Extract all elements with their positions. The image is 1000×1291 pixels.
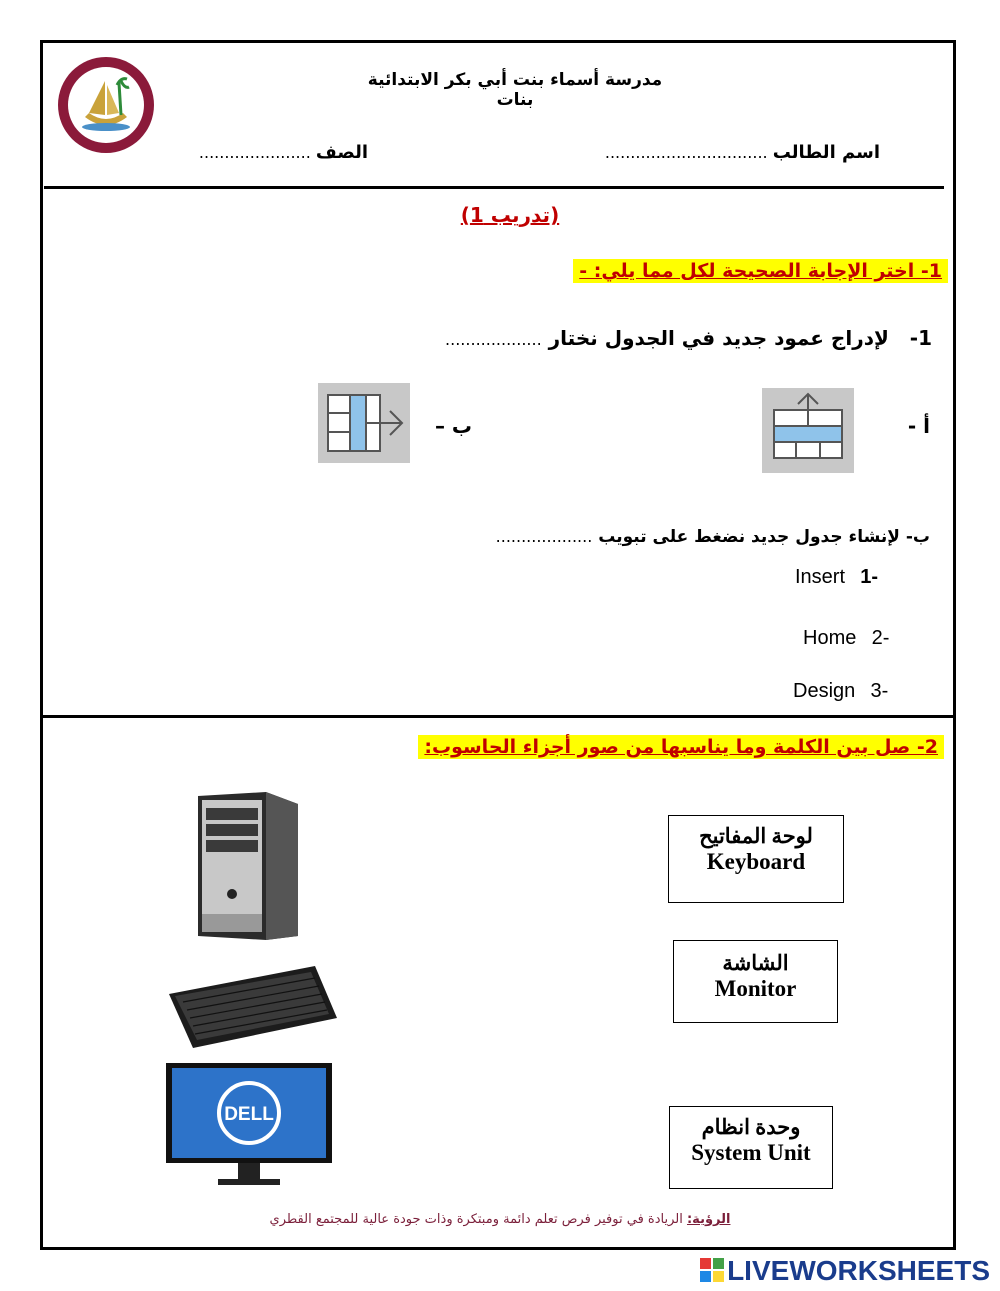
student-name-field[interactable]: [605, 142, 880, 163]
class-dots: ......................: [198, 143, 311, 162]
question-2-dots: ...................: [495, 527, 593, 546]
liveworksheets-logo-icon: [700, 1258, 724, 1282]
q2-option-1[interactable]: [795, 566, 895, 589]
word-box-system-unit-en: System Unit: [691, 1140, 811, 1165]
q2-option-2-label: Home: [803, 627, 857, 649]
vision-label: الرؤية:: [686, 1212, 731, 1227]
liveworksheets-wordmark: LIVEWORKSHEETS: [727, 1255, 990, 1286]
insert-column-right-icon[interactable]: [318, 383, 410, 463]
section-divider: [43, 715, 953, 718]
qatar-logo: [55, 55, 157, 155]
word-box-system-unit-ar: وحدة انظام: [701, 1115, 801, 1139]
q2-option-1-num: 1-: [860, 566, 879, 588]
keyboard-image[interactable]: [165, 964, 340, 1050]
word-box-keyboard[interactable]: [668, 815, 844, 903]
question-1-number: 1-: [909, 326, 932, 350]
system-unit-image[interactable]: [190, 790, 302, 942]
q2-option-3-label: Design: [793, 680, 856, 702]
header-divider: [44, 186, 944, 189]
question-1: [445, 326, 932, 350]
monitor-image[interactable]: [166, 1063, 332, 1189]
q2-option-3[interactable]: [793, 680, 913, 703]
student-name-label: اسم الطالب: [772, 142, 880, 163]
word-box-monitor-ar: الشاشة: [722, 951, 789, 975]
school-name: مدرسة أسماء بنت أبي بكر الابتدائية بنات: [367, 70, 663, 110]
q2-option-2-num: 2-: [871, 627, 890, 649]
question-2-text: ب- لإنشاء جدول جديد نضغط على تبويب: [598, 527, 930, 547]
option-a-label: أ -: [907, 414, 930, 438]
question-2: [496, 527, 930, 547]
vision-text: الريادة في توفير فرص تعلم دائمة ومبتكرة وذات جودة عالية للمجتمع القطري: [269, 1212, 683, 1227]
q2-option-1-label: Insert: [795, 566, 846, 588]
word-box-monitor-en: Monitor: [714, 976, 797, 1001]
exercise-title: (تدريب 1): [460, 203, 560, 227]
q2-option-2[interactable]: [803, 627, 913, 650]
word-box-system-unit[interactable]: [669, 1106, 833, 1189]
student-name-dots: ................................: [604, 143, 768, 162]
section1-heading-wrap: [573, 260, 948, 282]
q2-option-3-num: 3-: [870, 680, 889, 702]
question-1-dots: ...................: [445, 330, 542, 349]
vision-statement: [240, 1212, 760, 1227]
monitor-brand-text: DELL: [224, 1104, 274, 1125]
question-1-text: لإدراج عمود جديد في الجدول نختار: [548, 326, 889, 350]
word-box-keyboard-ar: لوحة المفاتيح: [699, 824, 813, 848]
section2-heading: 2- صل بين الكلمة وما يناسبها من صور أجزاء الحاسوب:: [418, 735, 944, 759]
section1-heading: 1- اختر الإجابة الصحيحة لكل مما يلي: -: [573, 259, 948, 283]
class-label: الصف: [315, 142, 368, 163]
section2-heading-wrap: [418, 736, 944, 758]
word-box-monitor[interactable]: [673, 940, 838, 1023]
class-field[interactable]: [199, 142, 368, 163]
word-box-keyboard-en: Keyboard: [706, 849, 806, 874]
option-b-label: ب –: [434, 414, 472, 438]
insert-row-above-icon[interactable]: [762, 388, 854, 473]
